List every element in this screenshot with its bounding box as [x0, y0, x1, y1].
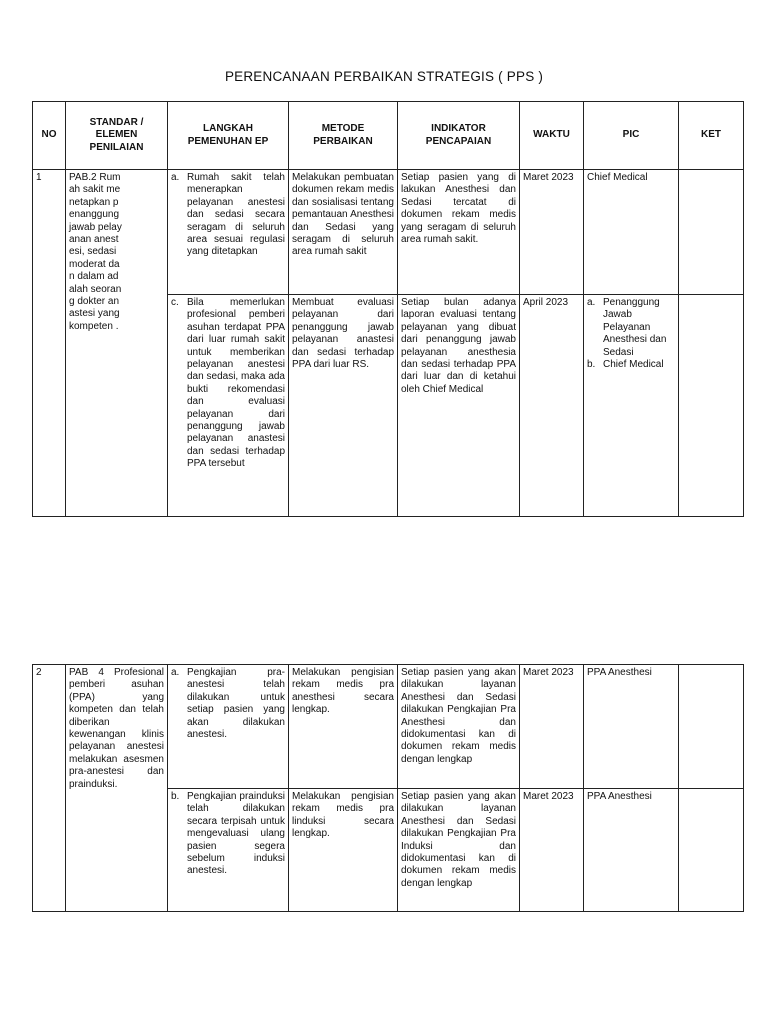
langkah-text: Pengkajian pra-anestesi telah dilakukan untuk setiap pasien yang akan dilakukan anestesi. — [187, 667, 285, 741]
indikator-cell: Setiap pasien yang akan dilakukan layanan Anesthesi dan Sedasi dilakukan Pengkajian Pra Induksi dan didokumentasi kan di dokumen rekam medis dengan lengkap — [398, 789, 520, 912]
langkah-text: Pengkajian prainduksi telah dilakukan secara terpisah untuk mengevaluasi ulang pasien segera sebelum induksi anestesi. — [187, 791, 285, 877]
standar-cell — [66, 170, 168, 517]
ket-cell — [679, 665, 744, 789]
header-standar: STANDAR / ELEMEN PENILAIAN — [66, 102, 168, 170]
header-indikator: INDIKATOR PENCAPAIAN — [398, 102, 520, 170]
header-no: NO — [33, 102, 66, 170]
langkah-text: Bila memerlukan profesional pemberi asuhan terdapat PPA dari luar rumah sakit untuk memberikan pelayanan anestesi dan sedasi, maka ada bukti rekomendasi dan evaluasi pelayanan dari penanggung jawab pelayanan anastesi dan sedasi terhadap PPA tersebut — [187, 297, 285, 470]
waktu-cell: Maret 2023 — [520, 665, 584, 789]
row-number: 1 — [33, 170, 66, 517]
pic-cell: PPA Anesthesi — [584, 789, 679, 912]
header-langkah: LANGKAH PEMENUHAN EP — [168, 102, 289, 170]
metode-cell: Membuat evaluasi pelayanan dari penanggung jawab pelayanan anastesi dan sedasi terhadap PPA dari luar RS. — [289, 295, 398, 517]
langkah-text: Rumah sakit telah menerapkan pelayanan anestesi dan sedasi secara seragam di seluruh area sesuai regulasi yang ditetapkan — [187, 172, 285, 258]
ket-cell — [679, 789, 744, 912]
ket-cell — [679, 170, 744, 295]
indikator-cell: Setiap bulan adanya laporan evaluasi tentang pelayanan yang dibuat dari penanggung jawab pelayanan anesthesia dan sedasi terhadap PPA dari luar dan di ketahui oleh Chief Medical — [398, 295, 520, 517]
metode-cell: Melakukan pengisian rekam medis pra anesthesi secara lengkap. — [289, 665, 398, 789]
header-metode: METODE PERBAIKAN — [289, 102, 398, 170]
header-row — [33, 102, 744, 170]
standar-cell: PAB 4 Profesional pemberi asuhan (PPA) yang kompeten dan telah diberikan kewenangan klinis pelayanan anestesi melakukan asesmen pra-anestesi dan prainduksi. — [66, 665, 168, 912]
item-marker: b. — [171, 791, 180, 802]
row-number: 2 — [33, 665, 66, 912]
header-waktu: WAKTU — [520, 102, 584, 170]
pic-cell — [584, 295, 679, 517]
waktu-cell: Maret 2023 — [520, 170, 584, 295]
metode-cell: Melakukan pembuatan dokumen rekam medis dan sosialisasi tentang pemantauan Anesthesi dan Sedasi yang seragam di seluruh area rumah sakit — [289, 170, 398, 295]
langkah-cell — [168, 170, 289, 295]
standar-text: PAB.2 Rumah sakit menetapkan penanggung jawab pelayanan anestesi, sedasi moderat dan dalam adalah seorang dokter anastesi yang kompeten . — [69, 172, 122, 332]
langkah-cell — [168, 295, 289, 517]
item-marker: c. — [171, 297, 179, 308]
pps-table-2 — [32, 664, 744, 912]
waktu-cell: April 2023 — [520, 295, 584, 517]
indikator-cell: Setiap pasien yang di lakukan Anesthesi dan Sedasi tercatat di dokumen rekam medis yang seragam di seluruh area rumah sakit. — [398, 170, 520, 295]
item-marker: a. — [171, 172, 180, 183]
indikator-cell: Setiap pasien yang akan dilakukan layanan Anesthesi dan Sedasi dilakukan Pengkajian Pra Anesthesi dan didokumentasi kan di dokumen rekam medis dengan lengkap — [398, 665, 520, 789]
metode-cell: Melakukan pengisian rekam medis pra linduksi secara lengkap. — [289, 789, 398, 912]
pps-table-1 — [32, 101, 744, 517]
langkah-cell — [168, 665, 289, 789]
header-pic: PIC — [584, 102, 679, 170]
pic-cell: PPA Anesthesi — [584, 665, 679, 789]
table-row — [33, 170, 744, 295]
item-marker: b. — [587, 359, 596, 371]
ket-cell — [679, 295, 744, 517]
waktu-cell: Maret 2023 — [520, 789, 584, 912]
langkah-cell — [168, 789, 289, 912]
header-ket: KET — [679, 102, 744, 170]
item-marker: a. — [587, 297, 596, 308]
pic-text: Chief Medical — [603, 359, 664, 371]
pic-text: Penanggung Jawab Pelayanan Anesthesi dan Sedasi — [603, 297, 667, 358]
table-row — [33, 665, 744, 789]
item-marker: a. — [171, 667, 180, 678]
pic-cell: Chief Medical — [584, 170, 679, 295]
page-title: PERENCANAAN PERBAIKAN STRATEGIS ( PPS ) — [224, 69, 544, 84]
